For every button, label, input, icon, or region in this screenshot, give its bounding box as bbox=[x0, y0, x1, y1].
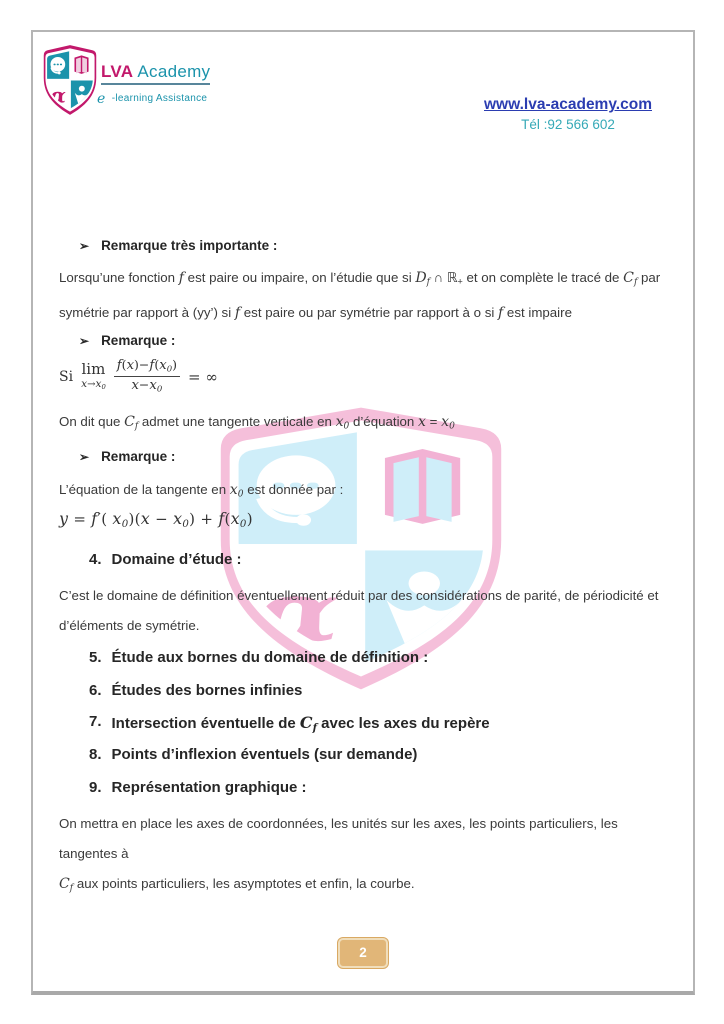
section-label: Représentation graphique : bbox=[111, 779, 307, 796]
remark-1-title bbox=[79, 238, 277, 253]
arrow-bullet-icon: ➢ bbox=[79, 334, 90, 348]
document-page bbox=[31, 30, 695, 995]
section-heading-6 bbox=[89, 682, 302, 699]
section-label: Domaine d’étude : bbox=[111, 551, 242, 568]
section-number: 8. bbox=[89, 746, 102, 763]
section-heading-5 bbox=[89, 649, 428, 666]
section-number: 4. bbox=[89, 551, 102, 568]
page-number-badge: 2 bbox=[338, 938, 388, 968]
brand-tagline bbox=[97, 90, 207, 108]
section-heading-8 bbox=[89, 746, 417, 763]
remark-2-title bbox=[79, 333, 175, 348]
paragraph-domain-line-2: d’éléments de symétrie. bbox=[59, 618, 200, 633]
website-link[interactable]: www.lva-academy.com bbox=[484, 96, 652, 113]
fraction-numerator: f(x)−f(x0) bbox=[114, 358, 180, 377]
remark-3-title bbox=[79, 449, 175, 464]
limit-formula bbox=[59, 358, 218, 395]
paragraph-vertical-tangent: On dit que Cf admet une tangente verticale en x0 d’équation x = x0 bbox=[59, 414, 455, 432]
arrow-bullet-icon: ➢ bbox=[79, 239, 90, 253]
section-heading-7 bbox=[89, 713, 490, 734]
paragraph-graph-line-1: On mettra en place les axes de coordonnées, les unités sur les axes, les points particuliers, les tangentes à bbox=[59, 816, 618, 861]
section-label: Étude aux bornes du domaine de définition : bbox=[111, 649, 429, 666]
difference-quotient-fraction bbox=[114, 358, 180, 395]
shield-logo-icon bbox=[38, 44, 102, 116]
paragraph-parity-line-1: Lorsqu’une fonction f est paire ou impaire, on l’étudie que si Df ∩ ℝ+ et on complète le tracé de Cf par bbox=[59, 270, 661, 288]
remark-1-label: Remarque très importante : bbox=[101, 238, 278, 253]
paragraph-parity-line-2: symétrie par rapport à (yy’) si f est paire ou par symétrie par rapport à o si f est impaire bbox=[59, 304, 572, 321]
brand-name bbox=[101, 62, 210, 85]
brand-lva: LVA bbox=[101, 62, 134, 81]
section-number: 7. bbox=[89, 713, 102, 730]
tagline-text: -learning Assistance bbox=[111, 93, 208, 104]
limit-operator: lim x→x0 bbox=[81, 360, 106, 392]
arrow-bullet-icon: ➢ bbox=[79, 450, 90, 464]
brand-academy: Academy bbox=[137, 62, 211, 81]
paragraph-graph bbox=[59, 809, 675, 904]
section-number: 6. bbox=[89, 682, 102, 699]
section-label: Études des bornes infinies bbox=[111, 682, 303, 699]
contact-block bbox=[463, 96, 673, 132]
paragraph-domain-line-1: C’est le domaine de définition éventuellement réduit par des considérations de parité, de périodicité et bbox=[59, 588, 659, 603]
remark-3-label: Remarque : bbox=[101, 449, 176, 464]
section-number: 9. bbox=[89, 779, 102, 796]
formula-prefix: Si bbox=[59, 368, 74, 385]
remark-2-label: Remarque : bbox=[101, 333, 176, 348]
section-label: Intersection éventuelle de Cf avec les axes du repère bbox=[111, 713, 490, 734]
formula-result: = ∞ bbox=[188, 367, 218, 386]
limit-subscript: x→x0 bbox=[81, 378, 106, 392]
section-heading-4 bbox=[89, 551, 242, 568]
tangent-equation-formula: y = f′( x0)(x − x0) + f(x0) bbox=[59, 509, 253, 530]
paragraph-domain bbox=[59, 581, 675, 641]
paragraph-tangent-equation-intro: L’équation de la tangente en x0 est donnée par : bbox=[59, 482, 344, 500]
paragraph-parity bbox=[59, 263, 675, 328]
phone-number: Tél :92 566 602 bbox=[521, 117, 615, 132]
section-number: 5. bbox=[89, 649, 102, 666]
fraction-denominator: x−x0 bbox=[131, 377, 163, 395]
section-label: Points d’inflexion éventuels (sur demande) bbox=[111, 746, 418, 763]
paragraph-graph-line-2: Cf aux points particuliers, les asymptotes et enfin, la courbe. bbox=[59, 876, 415, 894]
section-heading-9 bbox=[89, 779, 307, 796]
tagline-e: e bbox=[97, 91, 106, 107]
